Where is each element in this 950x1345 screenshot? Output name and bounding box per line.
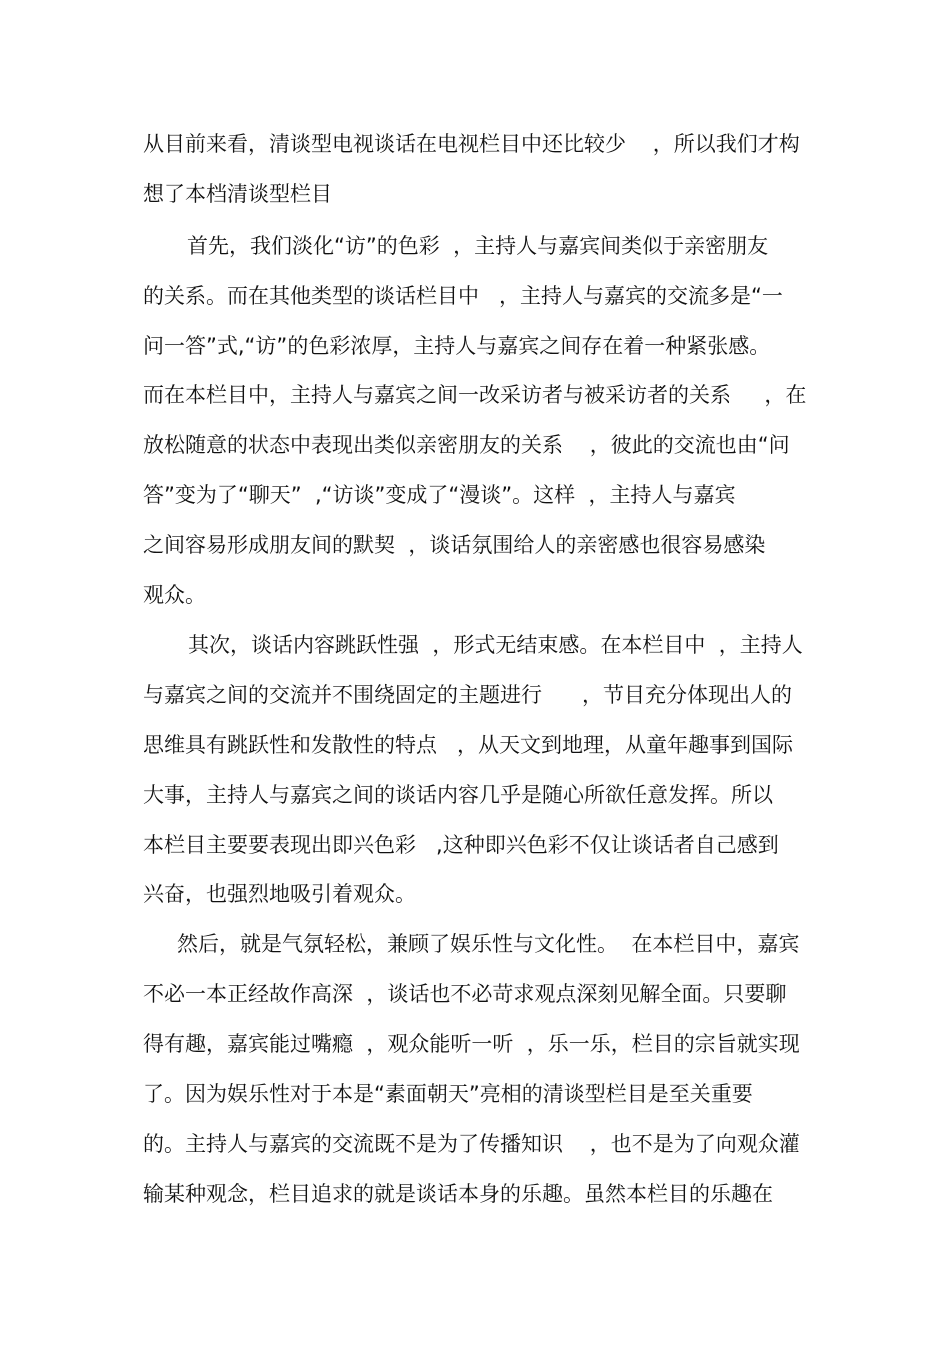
text-line: 得有趣，嘉宾能过嘴瘾 ，观众能听一听 ，乐一乐，栏目的宗旨就实现 [143, 1032, 800, 1056]
text-line: 之间容易形成朋友间的默契 ，谈话氛围给人的亲密感也很容易感染 [143, 533, 766, 557]
text-line: 其次，谈话内容跳跃性强 ，形式无结束感。在本栏目中 ，主持人 [188, 633, 803, 657]
text-line: 兴奋，也强烈地吸引着观众。 [143, 882, 416, 906]
text-line: 不必一本正经故作高深 ，谈话也不必苛求观点深刻见解全面。只要聊 [143, 982, 787, 1006]
text-line: 答”变为了“聊天” ,“访谈”变成了“漫谈”。这样 ，主持人与嘉宾 [143, 483, 736, 507]
text-line: 大事，主持人与嘉宾之间的谈话内容几乎是随心所欲任意发挥。所以 [143, 783, 773, 807]
text-line: 输某种观念，栏目追求的就是谈话本身的乐趣。虽然本栏目的乐趣在 [143, 1182, 773, 1206]
text-line: 本栏目主要要表现出即兴色彩 ,这种即兴色彩不仅让谈话者自己感到 [143, 833, 779, 857]
text-line: 的关系。而在其他类型的谈话栏目中 ，主持人与嘉宾的交流多是“一 [143, 284, 783, 308]
text-line: 观众。 [143, 583, 206, 607]
text-line: 首先，我们淡化“访”的色彩 ，主持人与嘉宾间类似于亲密朋友 [187, 234, 769, 258]
text-line: 了。因为娱乐性对于本是“素面朝天”亮相的清谈型栏目是至关重要 [143, 1082, 753, 1106]
text-line: 从目前来看，清谈型电视谈话在电视栏目中还比较少 ，所以我们才构 [143, 132, 800, 156]
text-line: 的。主持人与嘉宾的交流既不是为了传播知识 ，也不是为了向观众灌 [143, 1132, 800, 1156]
text-line: 放松随意的状态中表现出类似亲密朋友的关系 ，彼此的交流也由“问 [143, 433, 790, 457]
text-line: 与嘉宾之间的交流并不围绕固定的主题进行 ，节目充分体现出人的 [143, 683, 793, 707]
text-line: 想了本档清谈型栏目 [143, 182, 332, 206]
text-line: 思维具有跳跃性和发散性的特点 ，从天文到地理，从童年趣事到国际 [143, 733, 794, 757]
text-line: 而在本栏目中，主持人与嘉宾之间一改采访者与被采访者的关系 ，在 [143, 383, 807, 407]
text-line: 问一答”式,“访”的色彩浓厚，主持人与嘉宾之间存在着一种紧张感。 [143, 334, 771, 358]
text-line: 然后，就是气氛轻松，兼顾了娱乐性与文化性。 在本栏目中，嘉宾 [177, 932, 800, 956]
